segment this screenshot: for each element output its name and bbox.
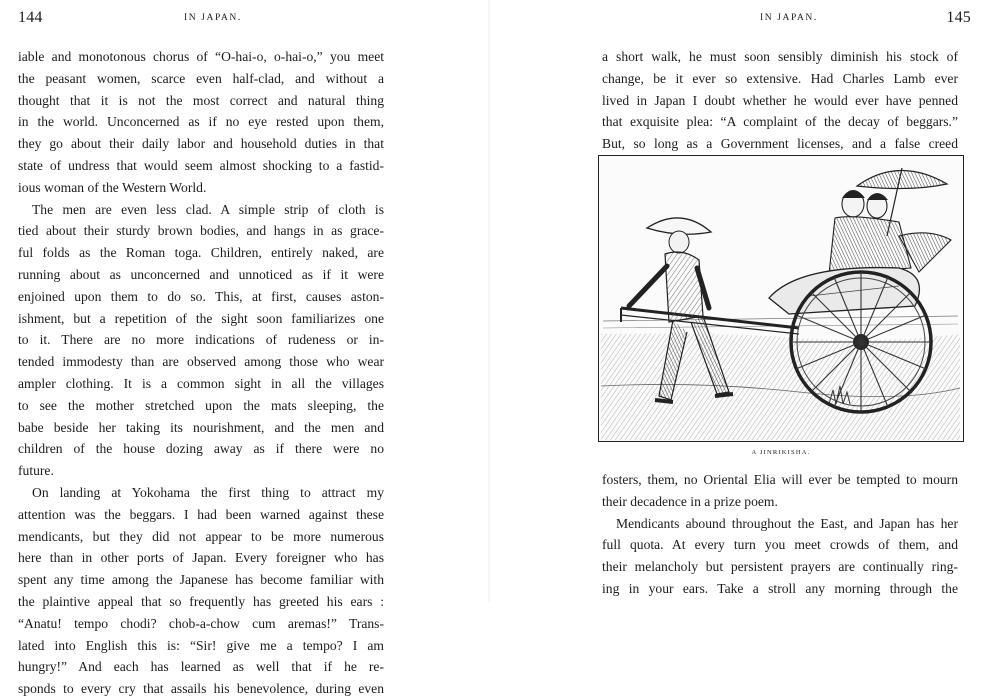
running-head: IN JAPAN. — [184, 13, 242, 23]
text-line: The men are even less clad. A simple strip of cloth is — [32, 201, 384, 217]
text-line: thought that it is not the most correct and natural thing — [18, 92, 384, 108]
text-line: ing in your ears. Take a stroll any morning through the — [602, 580, 958, 596]
text-line: their melancholy but persistent prayers are continually ring- — [602, 559, 958, 575]
page-number: 145 — [946, 9, 971, 26]
text-line: hungry!” And each has learned as well that if he re- — [18, 659, 384, 675]
right-page — [490, 0, 985, 602]
text-line: here than in other ports of Japan. Every foreigner who has — [18, 550, 384, 566]
text-line: state of undress that would seem almost shocking to a fastid- — [18, 157, 384, 173]
text-line: On landing at Yokohama the first thing to attract my — [32, 484, 384, 500]
text-line: tied about their sturdy brown bodies, and hangs in as grace- — [18, 223, 384, 239]
text-line: their decadence in a prize poem. — [602, 493, 778, 509]
text-line: to see the mother stretched upon the mats sleeping, the — [18, 397, 384, 413]
page-number: 144 — [18, 9, 43, 26]
text-line: running about as unconcerned and unnoticed as if it were — [18, 266, 384, 282]
text-line: sponds to every cry that assails his benevolence, during even — [18, 681, 384, 697]
jinrikisha-illustration — [598, 155, 964, 442]
text-line: mendicants, but they did not appear to be more numerous — [18, 528, 384, 544]
text-line: future. — [18, 463, 54, 479]
wheel — [791, 272, 931, 412]
text-line: they go about their daily labor and household duties in that — [18, 136, 384, 152]
text-line: spent any time among the Japanese has become familiar with — [18, 572, 384, 588]
left-page — [0, 0, 490, 697]
text-line: full quota. At every turn you meet crowds of them, and — [602, 537, 958, 553]
text-line: that exquisite plea: “A complaint of the decay of beggars.” — [602, 114, 958, 130]
text-line: attention was the beggars. I had been warned against these — [18, 506, 384, 522]
text-line: fosters, them, no Oriental Elia will ever be tempted to mourn — [602, 472, 958, 487]
text-line: lived in Japan I doubt whether he would ever have penned — [602, 92, 958, 108]
text-line: ious woman of the Western World. — [18, 179, 207, 195]
text-line: in the world. Unconcerned as if no eye rested upon them, — [18, 114, 384, 130]
text-line: Mendicants abound throughout the East, and Japan has her — [616, 515, 958, 531]
text-line: ampler clothing. It is a common sight in all the villages — [18, 375, 384, 391]
passengers — [829, 190, 951, 274]
text-line: children of the house dozing away as if there were no — [18, 441, 384, 457]
text-line: to it. There are no more indications of rudeness or in- — [18, 332, 384, 348]
body-text-bottom — [602, 469, 958, 600]
text-line: babe beside her taking its nourishment, and the men and — [18, 419, 384, 435]
body-text-top — [602, 46, 958, 155]
text-line: the plaintive appeal that so frequently has greeted his ears : — [18, 593, 384, 609]
text-line: iable and monotonous chorus of “O-hai-o, o-hai-o,” you meet — [18, 49, 384, 64]
text-line: ful folds as the Roman toga. Children, entirely naked, are — [18, 245, 384, 261]
text-line: But, so long as a Government licenses, and a false creed — [602, 136, 958, 152]
text-line: ishment, but a repetition of the sight soon familiarizes one — [18, 310, 384, 326]
text-line: enjoined upon them to do so. This, at first, causes aston- — [18, 288, 384, 304]
text-line: change, be it ever so extensive. Had Charles Lamb ever — [602, 70, 958, 86]
cart-body — [621, 268, 919, 334]
text-line: the peasant women, scarce even half-clad, and without a — [18, 70, 384, 86]
illustration-caption: A JINRIKISHA. — [751, 449, 811, 456]
running-head: IN JAPAN. — [760, 13, 818, 23]
text-line: “Anatu! tempo chodi? chob-a-chow cum aremas!” Trans- — [18, 615, 384, 631]
text-line: a short walk, he must soon sensibly diminish his stock of — [602, 49, 958, 64]
text-line: tended immodesty than are observed among those who wear — [18, 354, 384, 370]
text-line: lated into English this is: “Sir! give me a tempo? I am — [18, 637, 384, 653]
